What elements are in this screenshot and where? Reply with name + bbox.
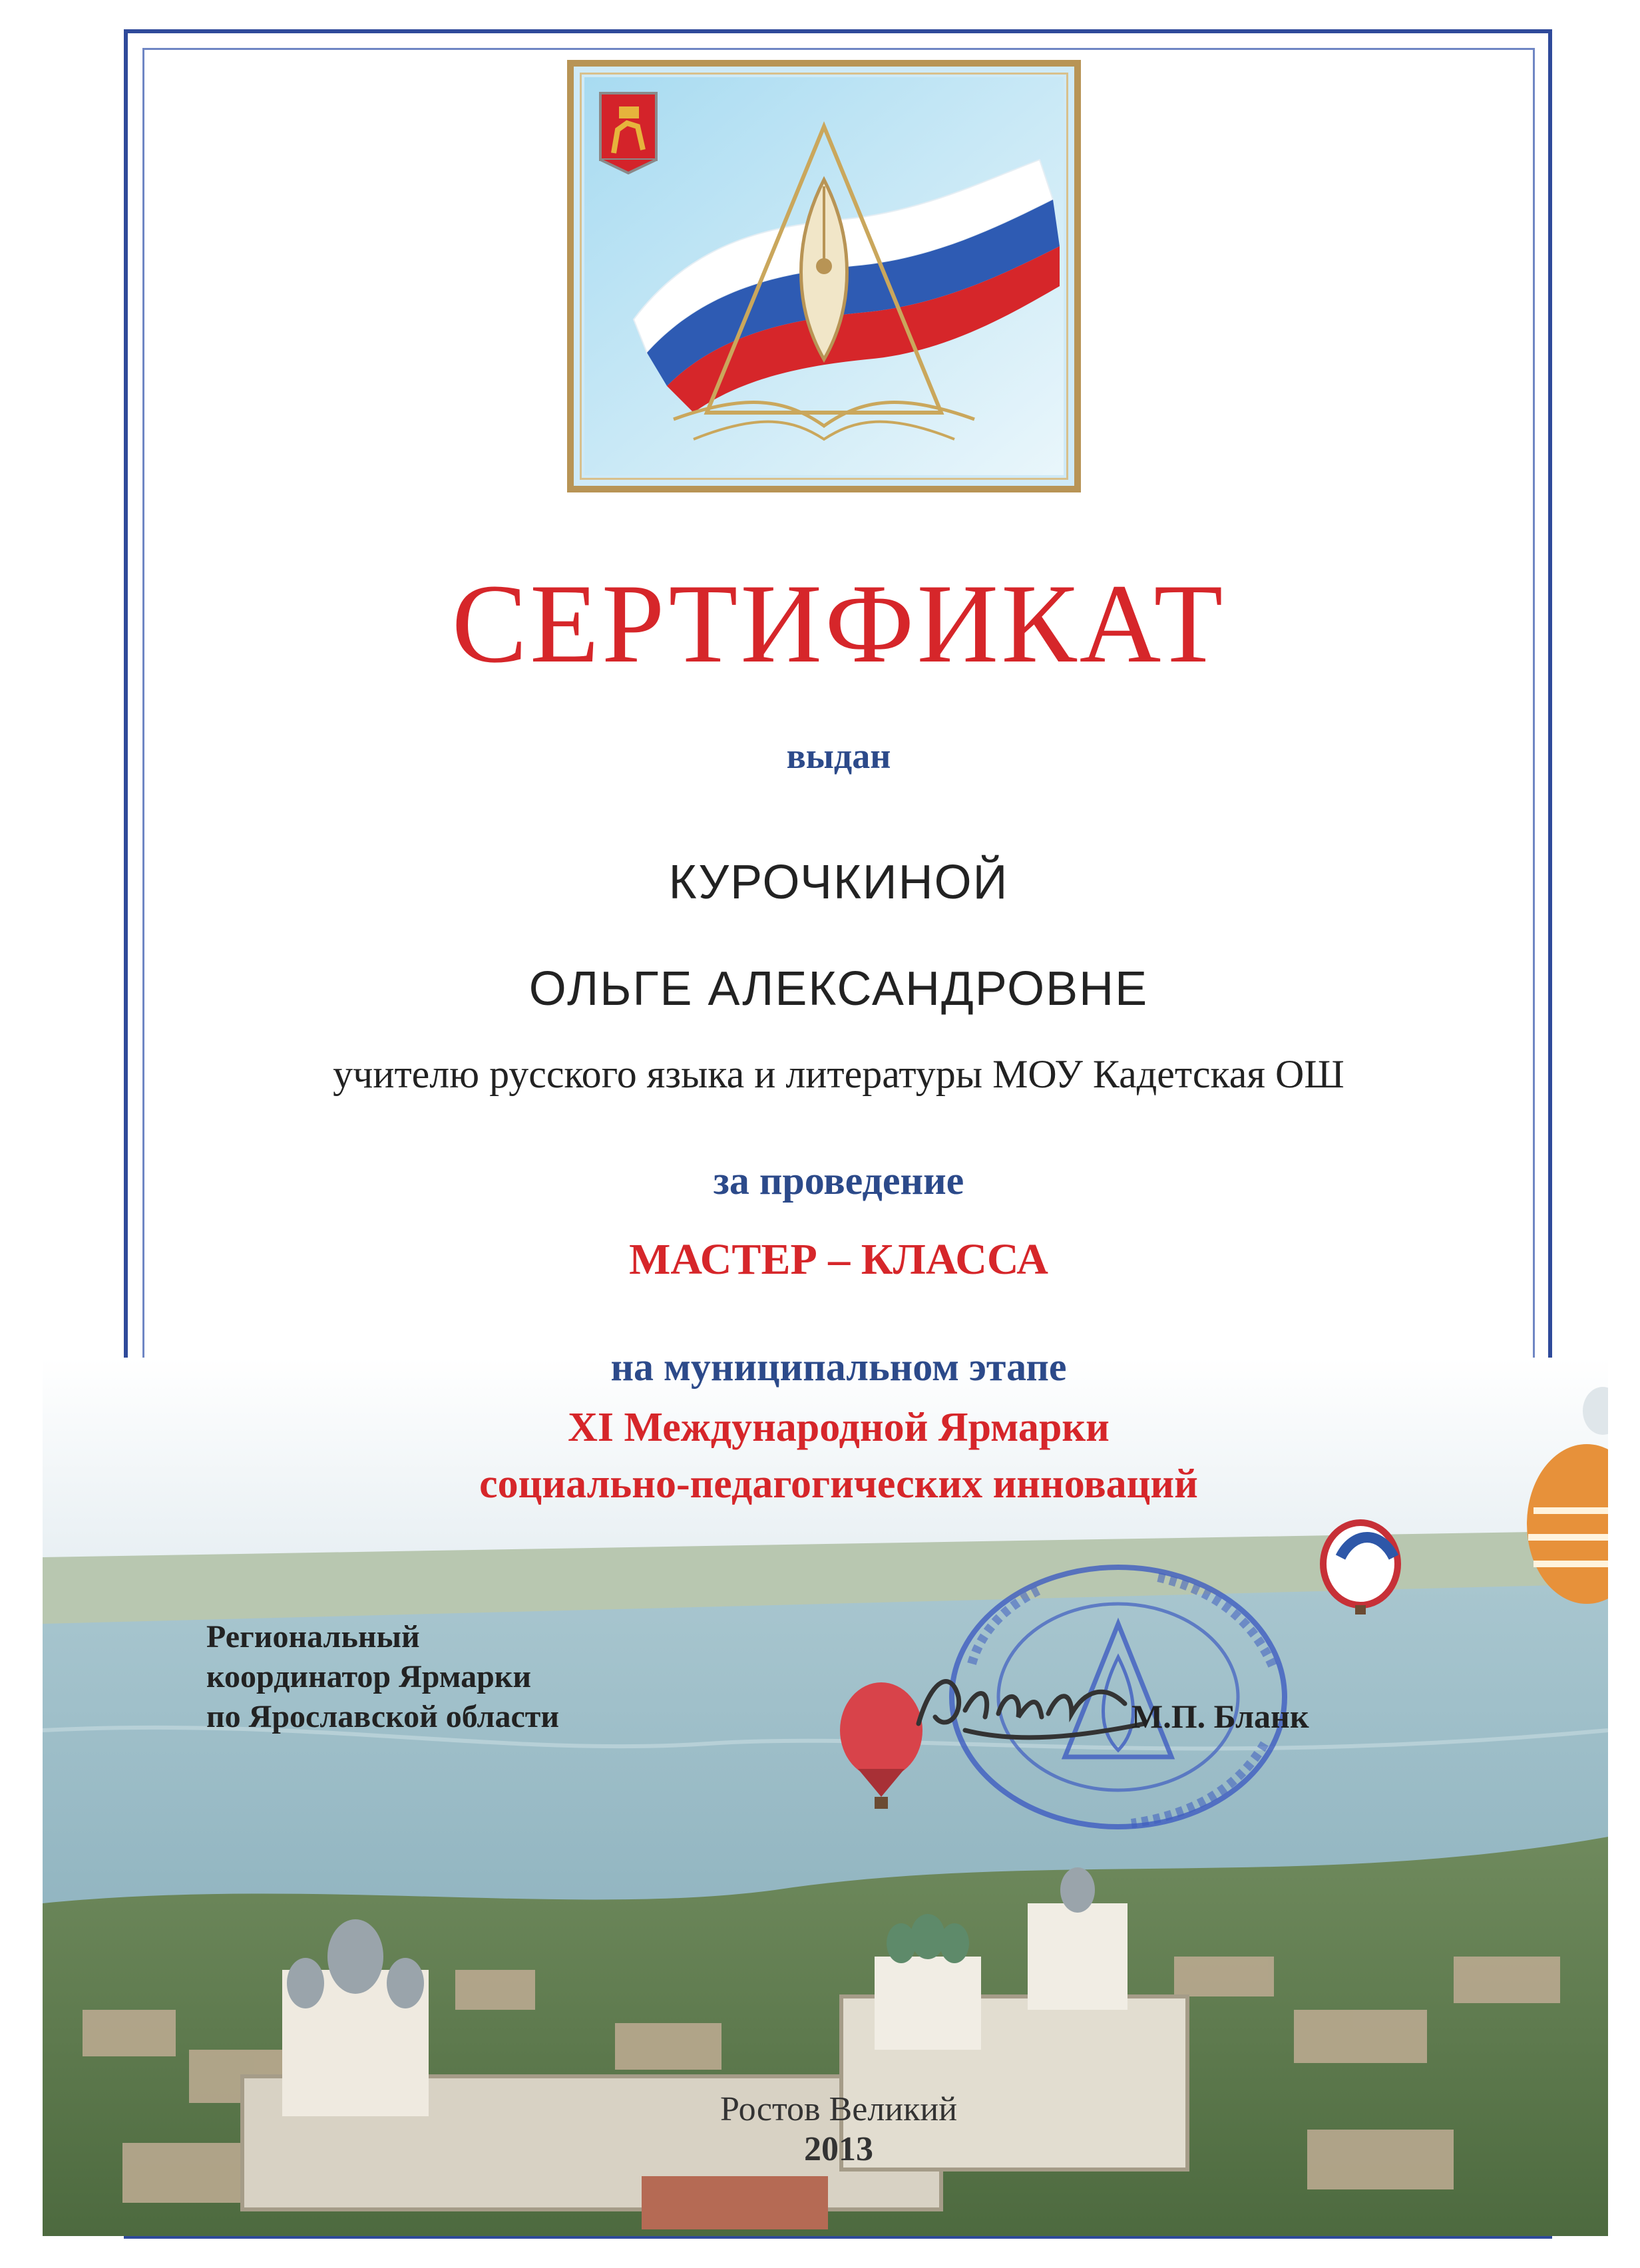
recipient-position: учителю русского языка и литературы МОУ Кадетская ОШ [333, 1052, 1344, 1096]
recipient-name: ОЛЬГЕ АЛЕКСАНДРОВНЕ [528, 962, 1149, 1016]
fair-line-1: XI Международной Ярмарки [568, 1405, 1110, 1450]
signatory-role-line-3: по Ярославской области [206, 1699, 560, 1734]
event-type: МАСТЕР – КЛАССА [629, 1235, 1048, 1284]
footer-city: Ростов Великий [719, 2090, 958, 2128]
signatory-role [206, 1617, 619, 1737]
reason-label: за проведение [713, 1159, 964, 1203]
signatory-role-line-1: Региональный [206, 1619, 420, 1654]
fair-emblem [567, 60, 1081, 492]
bear-coat-of-arms-icon [600, 93, 656, 173]
stage-line: на муниципальном этапе [610, 1345, 1067, 1389]
recipient-surname: КУРОЧКИНОЙ [668, 856, 1009, 909]
issued-label: выдан [786, 736, 891, 776]
footer-year: 2013 [804, 2130, 873, 2168]
signatory-role-line-2: координатор Ярмарки [206, 1659, 532, 1694]
signatory-name: М.П. Бланк [1131, 1698, 1309, 1735]
fair-line-2: социально-педагогических инноваций [479, 1461, 1198, 1507]
handwritten-signature [905, 1650, 1158, 1757]
certificate-title: СЕРТИФИКАТ [451, 561, 1226, 686]
